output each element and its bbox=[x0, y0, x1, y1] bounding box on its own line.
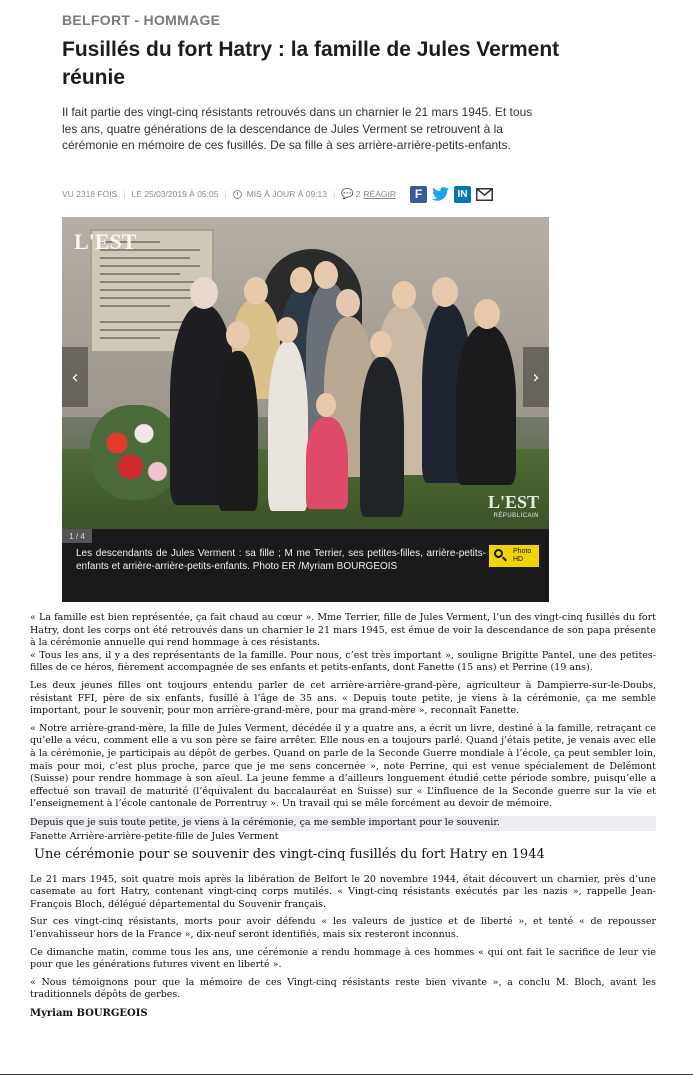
linkedin-icon[interactable]: IN bbox=[454, 186, 471, 203]
person-figure bbox=[456, 325, 516, 485]
article-paragraph: « La famille est bien représentée, ça fait chaud au cœur ». Mme Terrier, fille de Jules Verment, l’un des vingt-cinq fusillés du fort Hatry, dont les corps ont été retrouvés dans un charnier le 21 mars 1945, est émue de voir la descendance de son papa présente à la cérémonie annuelle qui rend hommage à ces résistants. bbox=[30, 612, 656, 649]
article-paragraph: « Notre arrière-grand-mère, la fille de Jules Verment, décédée il y a quatre ans, a écrit un livre, destiné à la famille, retraçant ce qu’elle a vécu, comment elle a vu son père se faire arrêter. Elle nous en a toujours parlé. Quand j’étais petite, je venais avec elle à la cérémonie, je participais au dépôt de gerbes. Quand on parle de la Seconde Guerre mondiale à l’école, ça peut sembler loin, mais pour moi, c’est plus proche, parce que je me sens concernée », note Perrine, qui est venue spécialement de Delémont (Suisse) pour rendre hommage à son aïeul. La jeune femme a d’ailleurs longuement étudié cette période sombre, puisqu’elle a effectué son travail de maturité (l’équivalent du baccalauréat en Suisse) sur « L’influence de la Seconde guerre sur la vie et l’enseignement à l’école cantonale de Porrentruy ». Un travail qui se mêle forcément au devoir de mémoire. bbox=[30, 722, 656, 810]
mail-icon[interactable] bbox=[476, 186, 493, 203]
person-head bbox=[244, 277, 268, 305]
watermark-logo-text: L'EST bbox=[487, 492, 539, 512]
view-count: VU 2318 FOIS bbox=[62, 189, 118, 199]
facebook-icon[interactable]: F bbox=[410, 186, 427, 203]
person-head bbox=[226, 321, 250, 349]
comment-count[interactable]: 2 bbox=[355, 189, 361, 199]
article-body bbox=[30, 612, 656, 1026]
divider: | bbox=[224, 189, 227, 199]
person-head bbox=[314, 261, 338, 289]
divider bbox=[0, 1074, 693, 1075]
article-paragraph: « Nous témoignons pour que la mémoire de ces Vingt-cinq résistants reste bien vivante », a conclu M. Bloch, avant les traditionnels dépôts de gerbes. bbox=[30, 976, 656, 1001]
article-subheading: Une cérémonie pour se souvenir des vingt-cinq fusillés du fort Hatry en 1944 bbox=[34, 847, 545, 863]
gallery-photo[interactable] bbox=[62, 217, 549, 529]
person-figure bbox=[306, 417, 348, 509]
photo-caption: Les descendants de Jules Verment : sa fille ; M me Terrier, ses petites-filles, arrière-petits-enfants et arrière-arrière-petits-enfants. Photo ER /Myriam BOURGEOIS bbox=[76, 548, 486, 572]
zoom-icon bbox=[492, 547, 510, 565]
person-head bbox=[190, 277, 218, 309]
divider: | bbox=[333, 189, 336, 199]
quote-attribution: Fanette Arrière-arrière-petite-fille de Jules Verment bbox=[30, 830, 279, 842]
article-paragraph: Sur ces vingt-cinq résistants, morts pour avoir défendu « les valeurs de justice et de liberté », et tenté « de repousser l’envahisseur hors de la France », dix-neuf seront identifiés, mais six resteront inconnus. bbox=[30, 916, 656, 941]
gallery-counter: 1 / 4 bbox=[62, 529, 92, 543]
react-link[interactable]: RÉAGIR bbox=[363, 189, 396, 199]
person-head bbox=[290, 267, 312, 293]
article-paragraph: Ce dimanche matin, comme tous les ans, une cérémonie a rendu hommage à ces hommes « qui ont fait le sacrifice de leur vie pour que les générations futures vivent en liberté ». bbox=[30, 946, 656, 971]
pull-quote: Depuis que je suis toute petite, je viens à la cérémonie, ça me semble important pour le souvenir. bbox=[30, 816, 656, 831]
person-head bbox=[392, 281, 416, 309]
twitter-icon[interactable] bbox=[432, 186, 449, 203]
gallery-next-button[interactable]: › bbox=[523, 347, 549, 407]
person-head bbox=[474, 299, 500, 329]
article-paragraph: Les deux jeunes filles ont toujours entendu parler de cet arrière-arrière-grand-père, agriculteur à Dampierre-sur-le-Doubs, résistant FFI, père de six enfants, fusillé à l’âge de 35 ans. « Depuis toute petite, je viens à la cérémonie, ça me semble important, pour le souvenir, pour mon arrière-grand-mère, pour ma grand-mère », reconnaît Fanette. bbox=[30, 679, 656, 717]
person-head bbox=[432, 277, 458, 307]
person-head bbox=[370, 331, 392, 357]
person-head bbox=[276, 317, 298, 343]
photo-hd-button[interactable] bbox=[489, 545, 539, 567]
comment-icon: 💬 bbox=[341, 188, 354, 200]
wreath bbox=[90, 405, 180, 500]
gallery-prev-button[interactable]: ‹ bbox=[62, 347, 88, 407]
photo-hd-label: Photo HD bbox=[513, 548, 532, 563]
clock-icon bbox=[233, 190, 242, 199]
article-header bbox=[62, 12, 562, 92]
person-head bbox=[336, 289, 360, 317]
newspaper-logo-watermark bbox=[488, 492, 539, 519]
person-figure bbox=[360, 357, 404, 517]
newspaper-logo: L'EST bbox=[74, 229, 137, 254]
photo-gallery bbox=[62, 217, 549, 602]
article-lede: Il fait partie des vingt-cinq résistants retrouvés dans un charnier le 21 mars 1945. Et tous les ans, quatre générations de la descendance de Jules Verment se retrouvent à la cérémonie en mémoire de ces fusillés. De sa fille à ses arrière-arrière-petits-enfants. bbox=[62, 105, 533, 152]
person-figure bbox=[268, 341, 308, 511]
person-figure bbox=[218, 351, 258, 511]
article-meta bbox=[62, 182, 552, 206]
author-byline: Myriam BOURGEOIS bbox=[30, 1008, 148, 1020]
divider: | bbox=[123, 189, 126, 199]
article-title: Fusillés du fort Hatry : la famille de Jules Verment réunie bbox=[62, 38, 560, 89]
watermark-logo-sub: RÉPUBLICAIN bbox=[493, 513, 539, 519]
section-kicker[interactable]: BELFORT - HOMMAGE bbox=[62, 12, 221, 28]
article-paragraph: « Tous les ans, il y a des représentants de la famille. Pour nous, c’est très important », souligne Brigitte Pantel, une des petites-filles de ce héros, fièrement accompagnée de ses enfants et petits-enfants, dont Fanette (15 ans) et Perrine (19 ans). bbox=[30, 649, 656, 674]
article-paragraph: Le 21 mars 1945, soit quatre mois après la libération de Belfort le 20 novembre 1944, était découvert un charnier, près d’une casemate au fort Hatry, contenant vingt-cinq corps mutilés. « Vingt-cinq résistants exécutés par les nazis », rappelle Jean-François Bloch, délégué départemental du Souvenir français. bbox=[30, 873, 656, 910]
share-bar bbox=[410, 186, 493, 203]
person-head bbox=[316, 393, 336, 417]
publish-date: LE 25/03/2019 À 05:05 bbox=[131, 189, 219, 199]
update-time: MIS À JOUR À 09:13 bbox=[246, 189, 327, 199]
